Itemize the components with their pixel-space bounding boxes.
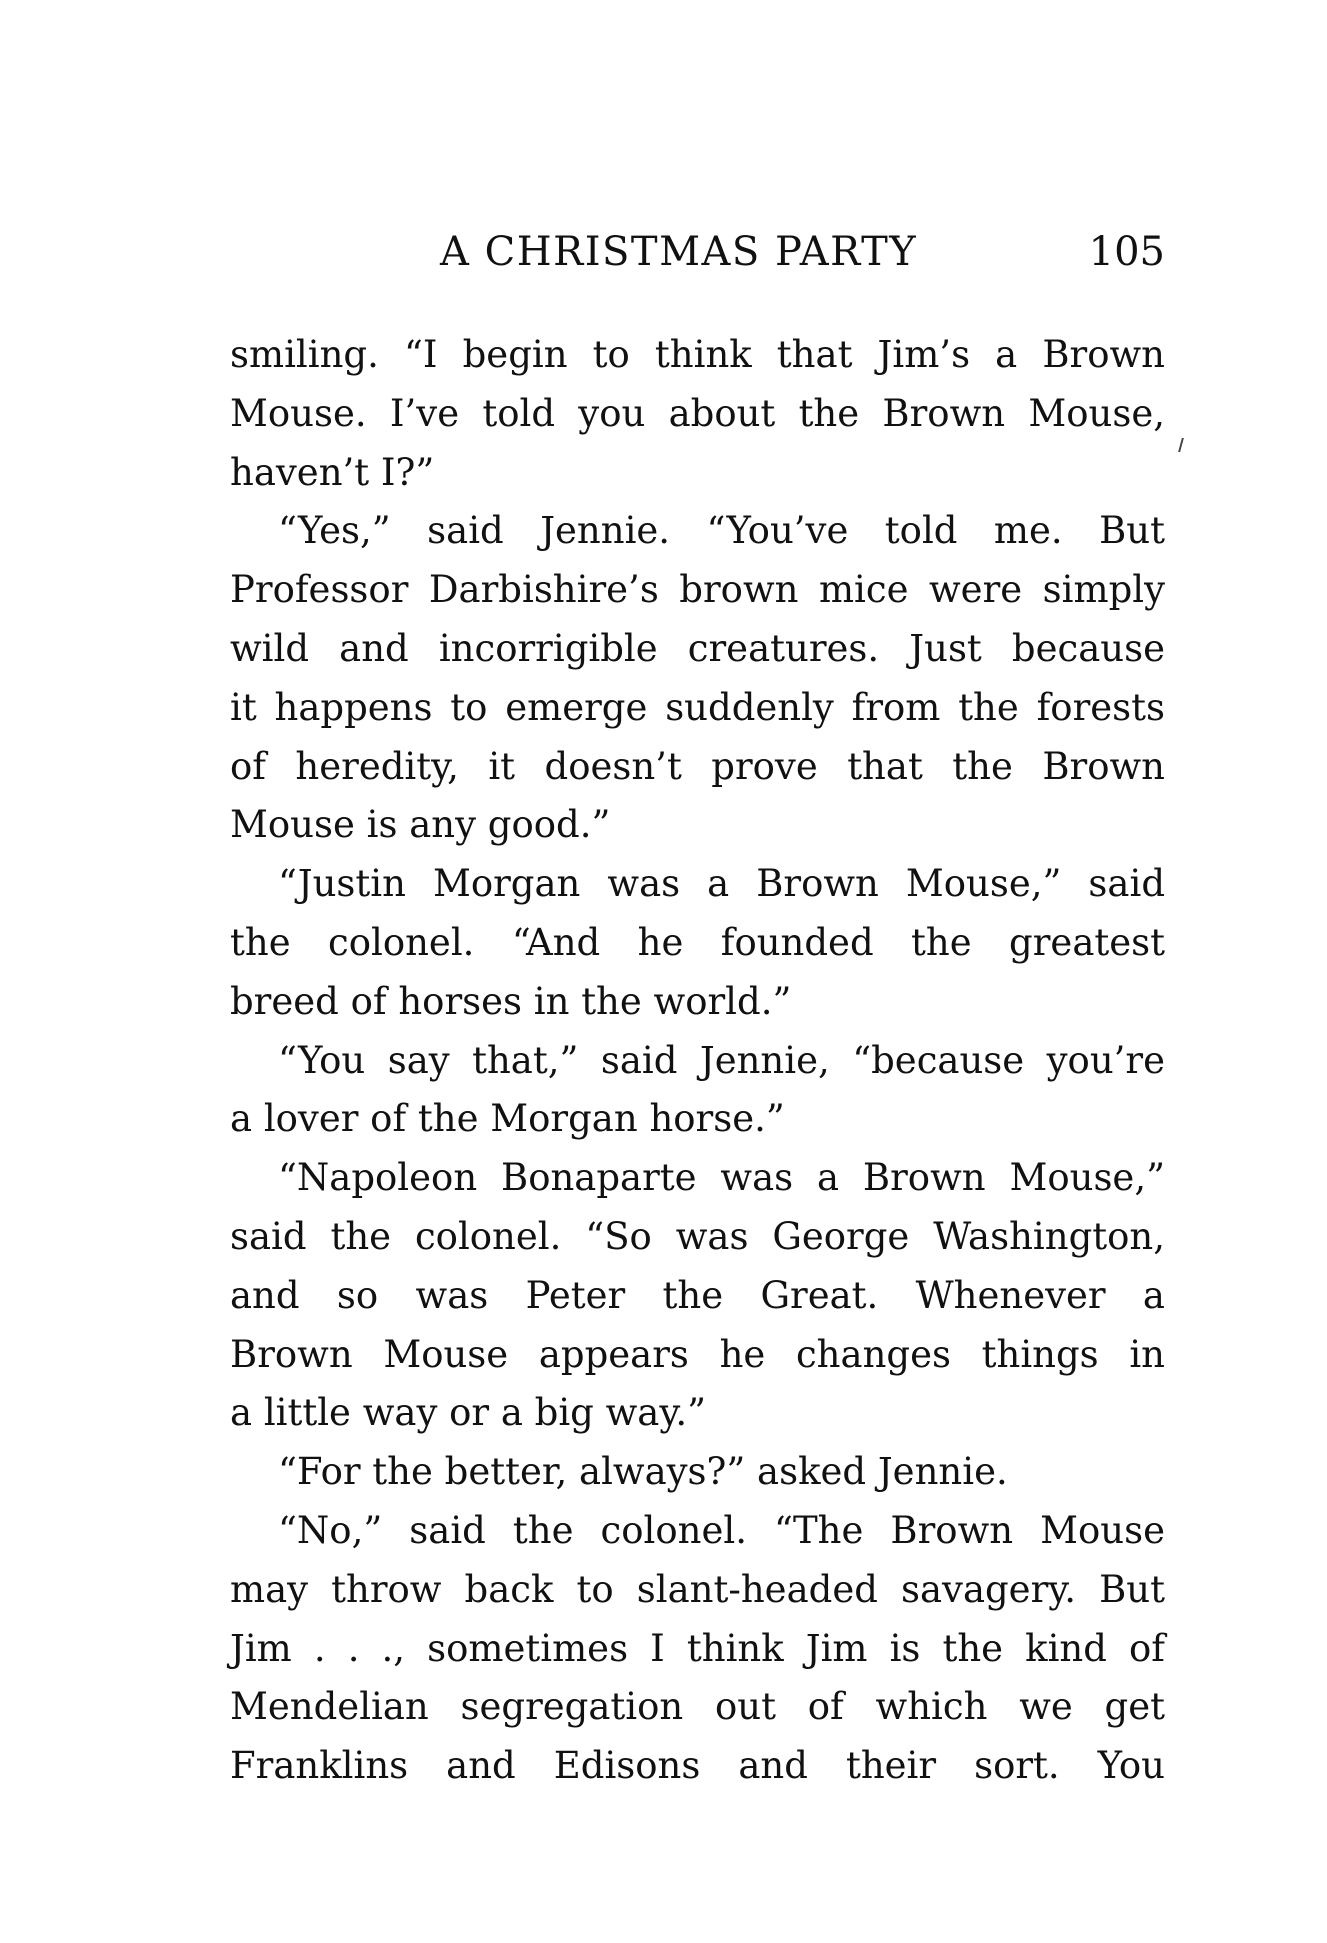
text-line: Mouse. I’ve told you about the Brown Mouse, [230,391,1165,435]
text-line: of heredity, it doesn’t prove that the Brown [230,744,1165,788]
text-line: Professor Darbishire’s brown mice were simply [230,568,1165,612]
text-line: “Napoleon Bonaparte was a Brown Mouse,” [278,1156,1165,1200]
text-line: “Yes,” said Jennie. “You’ve told me. But [278,509,1165,553]
running-head [230,222,1165,282]
text-line: “Justin Morgan was a Brown Mouse,” said [278,862,1165,906]
text-line: the colonel. “And he founded the greatest [230,920,1165,964]
text-line: “You say that,” said Jennie, “because you’re [278,1038,1165,1082]
text-line: it happens to emerge suddenly from the forests [230,685,1165,729]
stray-mark [1178,438,1188,452]
running-title: A CHRISTMAS PARTY [440,229,918,275]
text-line: Brown Mouse appears he changes things in [230,1332,1165,1376]
text-line: breed of horses in the world.” [230,979,792,1023]
text-line: Mendelian segregation out of which we get [230,1685,1165,1729]
text-line: may throw back to slant-headed savagery. But [230,1567,1165,1611]
text-line: and so was Peter the Great. Whenever a [230,1273,1165,1317]
text-line: “No,” said the colonel. “The Brown Mouse [278,1508,1165,1552]
body-text [230,326,1165,1796]
text-line: Jim . . ., sometimes I think Jim is the kind of [230,1626,1165,1670]
text-line: haven’t I?” [230,450,435,494]
text-line: “For the better, always?” asked Jennie. [278,1450,1008,1494]
page-number: 105 [1088,229,1165,275]
text-line: smiling. “I begin to think that Jim’s a Brown [230,333,1165,376]
text-line: said the colonel. “So was George Washington, [230,1214,1165,1258]
text-line: Franklins and Edisons and their sort. You [230,1744,1165,1788]
text-line: a lover of the Morgan horse.” [230,1097,785,1141]
text-line: Mouse is any good.” [230,803,611,847]
text-line: wild and incorrigible creatures. Just because [230,626,1165,670]
text-line: a little way or a big way.” [230,1391,707,1435]
